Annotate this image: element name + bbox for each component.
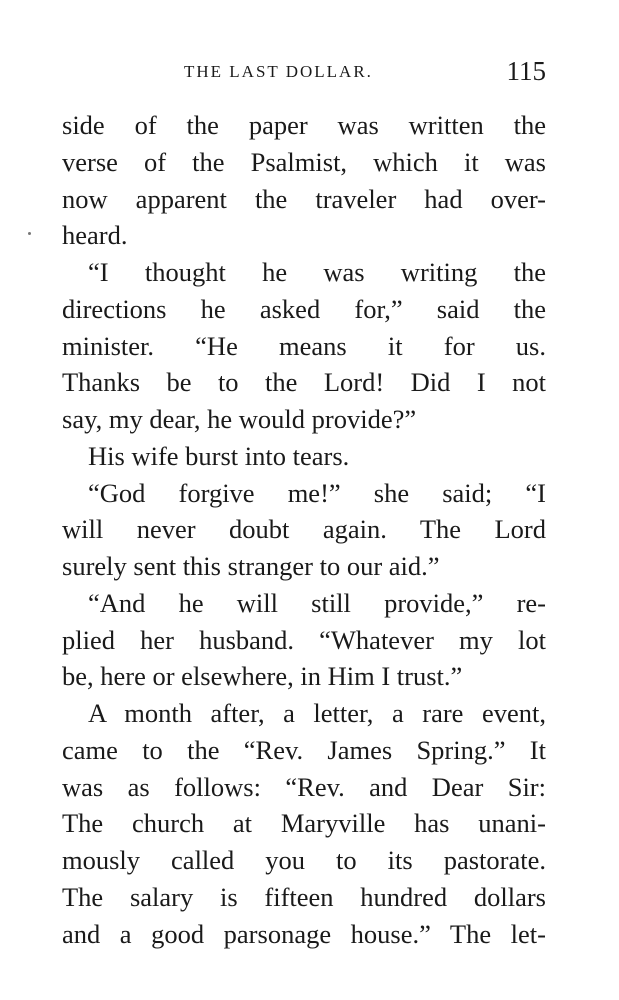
text-line: The salary is fifteen hundred dollars <box>62 881 546 912</box>
text-line: His wife burst into tears. <box>88 440 350 471</box>
running-head <box>62 56 546 90</box>
margin-speck <box>28 232 31 235</box>
text-line: will never doubt again. The Lord <box>62 514 546 545</box>
text-line: “God forgive me!” she said; “I <box>88 477 546 508</box>
text-line: plied her husband. “Whatever my lot <box>62 624 546 655</box>
text-line: verse of the Psalmist, which it was <box>62 146 546 177</box>
text-line: be, here or elsewhere, in Him I trust.” <box>62 661 463 692</box>
text-line: A month after, a letter, a rare event, <box>88 698 546 728</box>
text-line: say, my dear, he would provide?” <box>62 404 417 434</box>
text-line: directions he asked for,” said the <box>62 293 546 324</box>
text-line: minister. “He means it for us. <box>62 330 546 361</box>
running-title: THE LAST DOLLAR. <box>184 62 373 81</box>
text-line: was as follows: “Rev. and Dear Sir: <box>62 771 546 802</box>
text-line: heard. <box>62 220 128 251</box>
text-line: surely sent this stranger to our aid.” <box>62 551 440 581</box>
text-line: “I thought he was writing the <box>88 257 546 287</box>
text-line: now apparent the traveler had over- <box>62 183 546 214</box>
text-line: side of the paper was written the <box>62 110 546 140</box>
text-line: and a good parsonage house.” The let- <box>62 918 546 949</box>
body-text <box>62 107 546 952</box>
text-line: mously called you to its pastorate. <box>62 845 546 875</box>
text-line: “And he will still provide,” re- <box>88 587 546 618</box>
text-line: The church at Maryville has unani- <box>62 808 546 839</box>
page-number: 115 <box>506 56 546 86</box>
text-line: Thanks be to the Lord! Did I not <box>62 367 546 398</box>
text-line: came to the “Rev. James Spring.” It <box>62 734 546 765</box>
